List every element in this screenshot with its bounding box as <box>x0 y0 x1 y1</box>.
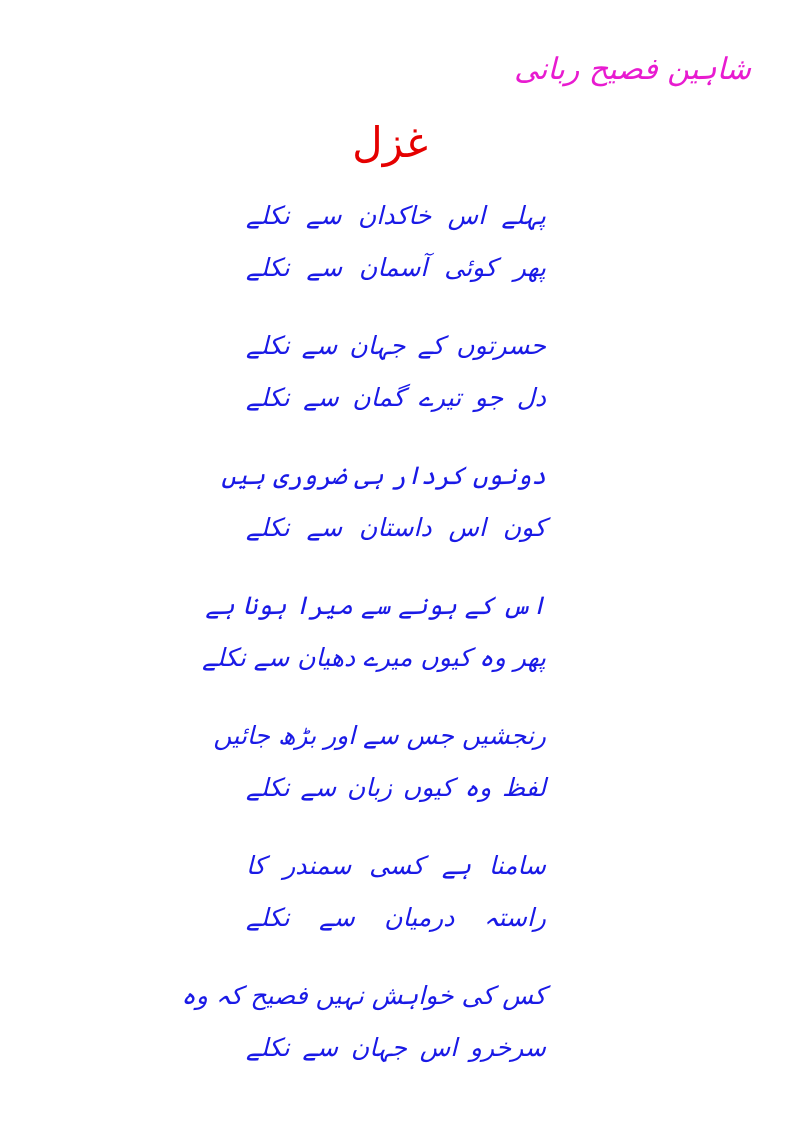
couplet <box>213 710 546 814</box>
verse-line: پھر کوئی آسمان سے نکلے <box>246 253 546 282</box>
verse-line: کون اس داستان سے نکلے <box>246 513 546 542</box>
couplet <box>246 840 546 944</box>
verse-line: دل جو تیرے گمان سے نکلے <box>246 383 546 412</box>
verse-line: رنجشیں جس سے اور بڑھ جائیں <box>213 721 546 750</box>
author-name: شاہین فصیح ربانی <box>514 52 751 87</box>
verse-line: پھر وہ کیوں میرے دھیان سے نکلے <box>202 643 546 672</box>
verse-line: پہلے اس خاکدان سے نکلے <box>246 201 546 230</box>
verse-line: لفظ وہ کیوں زبان سے نکلے <box>246 773 546 802</box>
couplet <box>246 190 546 294</box>
verse-line: حسرتوں کے جہان سے نکلے <box>246 331 546 360</box>
poem-body <box>181 190 546 1100</box>
verse-line: راستہ درمیان سے نکلے <box>246 903 546 932</box>
verse-line: سامنا ہے کسی سمندر کا <box>246 851 546 880</box>
couplet <box>181 970 546 1074</box>
couplet <box>246 320 546 424</box>
verse-line: کس کی خواہش نہیں فصیح کہ وہ <box>181 981 546 1010</box>
verse-line: اس کے ہونے سے میرا ہونا ہے <box>205 591 546 620</box>
verse-line: سرخرو اس جہان سے نکلے <box>246 1033 546 1062</box>
poem-title: غزل <box>352 118 428 167</box>
couplet <box>202 580 546 684</box>
couplet <box>221 450 546 554</box>
verse-line: دونوں کردار ہی ضروری ہیں <box>221 461 546 490</box>
